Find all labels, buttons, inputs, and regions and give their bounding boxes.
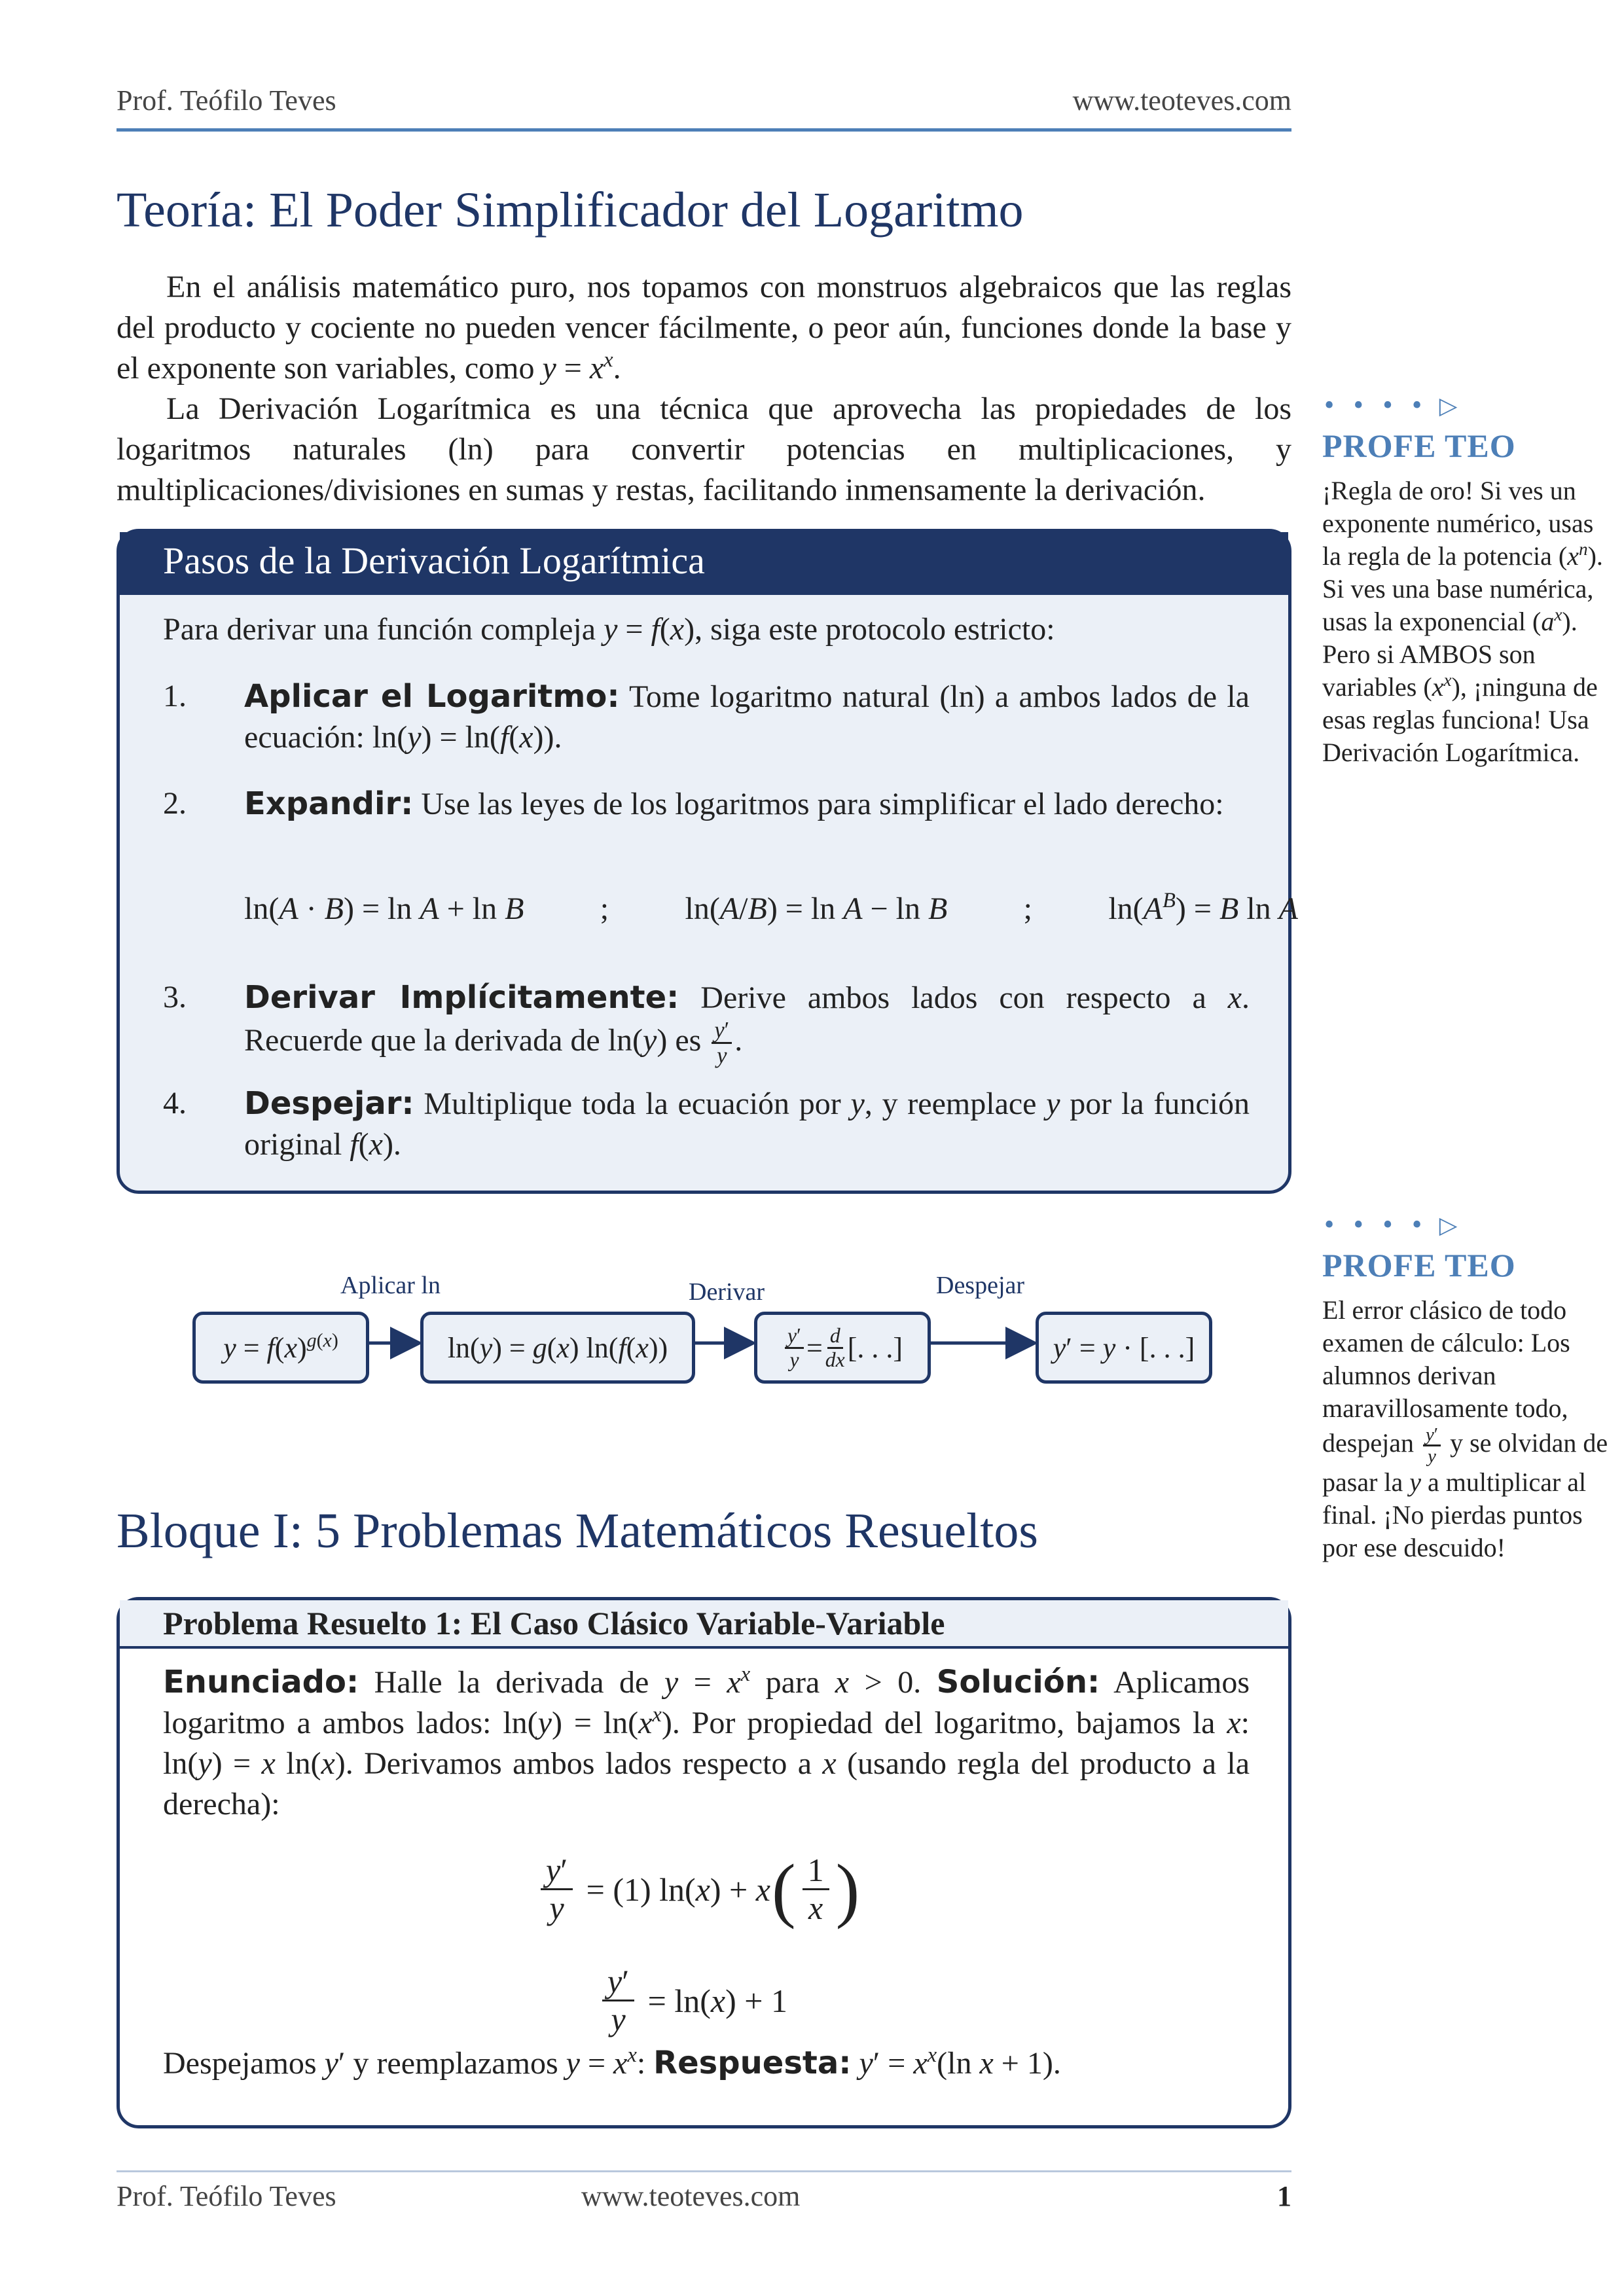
note-1-text-d: ), ¡ninguna de esas reglas funciona! Usa Derivación Logarítmica. — [1322, 672, 1598, 767]
footer-rule — [117, 2170, 1291, 2172]
note-2-body: El error clásico de todo examen de cálculo: Los alumnos derivan maravillosamente todo, despejan $\frac{y'}{y}$ y se olvidan de pasar la y a multiplicar al final. ¡No pierdas puntos por ese descuido! — [1322, 1295, 1608, 1563]
note-1-title: PROFE TEO — [1322, 427, 1516, 464]
note-1-dots: • • • • ▷ — [1322, 393, 1462, 420]
block-title: Bloque I: 5 Problemas Matemáticos Resueltos — [117, 1503, 1038, 1558]
page-number: 1 — [1277, 2180, 1291, 2212]
flow-label-3: Despejar — [936, 1272, 1025, 1299]
note-1-text-c: ). Pero si AMBOS son variables ( — [1322, 607, 1578, 702]
frac-yprime-over-y: $\frac{y'}{y}$ — [712, 1018, 732, 1068]
answer-label: Respuesta: — [653, 2045, 852, 2081]
step-4-number: 4. — [163, 1086, 187, 1121]
step-2-text: Use las leyes de los logaritmos para simplificar el lado derecho: — [413, 787, 1224, 821]
flow-node-1: $y = f(x)^{g(x)}$ — [192, 1312, 369, 1384]
step-3-text-b: . Recuerde que la derivada de ln( — [244, 980, 1250, 1058]
flow-node-2: ln(y) = g(x) ln(f(x)) — [420, 1312, 695, 1384]
law-product: ln(A · B) = ln A + ln B — [244, 891, 524, 926]
enunciado-label: Enunciado: — [163, 1664, 359, 1700]
note-2-dots: • • • • ▷ — [1322, 1212, 1462, 1239]
steps-title: Pasos de la Derivación Logarítmica — [163, 539, 705, 582]
step-3-label: Derivar Implícitamente: — [244, 979, 679, 1016]
final-text-b: y reemplazamos — [345, 2046, 566, 2081]
math-y-eq-x-pow-x: $y = x^x$. — [542, 348, 621, 386]
step-3-text-c: ) es — [657, 1022, 710, 1058]
step-4-text-a: Multiplique toda la ecuación por — [414, 1086, 851, 1121]
theory-title: Teoría: El Poder Simplificador del Logaritmo — [117, 183, 1024, 238]
note-1-text-b: ). Si ves una base numérica, usas la exponencial ( — [1322, 541, 1603, 636]
problem-statement: Enunciado: Halle la derivada de $y = x^x$ para x > 0. Solución: Aplicamos logaritmo a ambos lados: $\ln(y) = \ln(x^x)$. Por propiedad del logaritmo, bajamos la x: ln(y) = x ln(x). Derivamos ambos lados respecto a x (usando regla del producto a la derecha): — [163, 1662, 1250, 1821]
note-1-body: ¡Regla de oro! Si ves un exponente numérico, usas la regla de la potencia $(x^n)$. Si ves una base numérica, usas la exponencial $(a^x)$. Pero si AMBOS son variables $(x^x)$, ¡ninguna de esas reglas funciona! Usa Derivación Logarítmica. — [1322, 476, 1603, 767]
note-1-text-a: ¡Regla de oro! Si ves un exponente numérico, usas la regla de la potencia ( — [1322, 476, 1594, 571]
step-4-text-c: por la función original — [244, 1086, 1250, 1162]
solucion-text-a: Aplicamos logaritmo a ambos lados: — [163, 1665, 1250, 1740]
flow-node-4: y′ = y · [. . .] — [1036, 1312, 1212, 1384]
final-text-a: Despejamos — [163, 2046, 325, 2081]
flow-node-3: $\frac{y'}{y}$ = $\frac{d}{dx}$ [. . .] — [754, 1312, 931, 1384]
enunciado-text: Halle la derivada de — [359, 1665, 664, 1700]
header-website[interactable]: www.teoteves.com — [1072, 84, 1291, 117]
note-2-text-b: y se olvidan de pasar la — [1322, 1427, 1608, 1498]
step-4: 4. Despejar: Multiplique toda la ecuación por y, y reemplace y por la función original f(x). — [163, 1083, 1250, 1165]
law-separator: ; — [1023, 891, 1032, 926]
footer-website[interactable]: www.teoteves.com — [581, 2180, 801, 2212]
note-2-title: PROFE TEO — [1322, 1247, 1516, 1283]
law-power: $\ln(A^B) = B$ ln A — [1108, 889, 1298, 926]
flow-label-1: Aplicar ln — [340, 1272, 441, 1299]
header-author: Prof. Teófilo Teves — [117, 84, 336, 117]
step-2-label: Expandir: — [244, 785, 414, 822]
note-2-text-c: a multiplicar al final. ¡No pierdas puntos por ese descuido! — [1322, 1467, 1587, 1563]
step-2-number: 2. — [163, 786, 187, 821]
solucion-text-c: : — [1240, 1706, 1250, 1740]
law-separator: ; — [600, 891, 609, 926]
step-1-label: Aplicar el Logaritmo: — [244, 678, 620, 715]
step-4-text-b: , y reemplace — [864, 1086, 1047, 1121]
step-4-label: Despejar: — [244, 1085, 414, 1122]
equation-1: $\frac{y'}{y}$ = (1) ln(x) + x ( 1 x ) — [535, 1852, 861, 1926]
note-2-text-a: El error clásico de todo examen de cálculo: Los alumnos derivan maravillosamente todo, despejan — [1322, 1295, 1570, 1458]
step-3-number: 3. — [163, 980, 187, 1014]
solucion-text-e: (usando regla del producto a la derecha): — [163, 1746, 1250, 1821]
step-3-text-a: Derive ambos lados con respecto a — [679, 980, 1228, 1015]
footer-author: Prof. Teófilo Teves — [117, 2180, 336, 2212]
solucion-text-d: . Derivamos ambos lados respecto a — [345, 1746, 823, 1781]
problem-answer-line: Despejamos y′ y reemplazamos $y = x^x$: Respuesta: $y' = x^x(\ln$ x + 1). — [163, 2043, 1061, 2081]
step-1: 1. Aplicar el Logaritmo: Tome logaritmo natural (ln) a ambos lados de la ecuación: ln(y) = ln(f(x)). — [163, 676, 1250, 758]
solucion-text-b: . Por propiedad del logaritmo, bajamos la — [672, 1706, 1227, 1740]
problem-title: Problema Resuelto 1: El Caso Clásico Variable-Variable — [163, 1605, 945, 1641]
equation-2: $\frac{y'}{y}$ = ln(x) + 1 — [597, 1964, 787, 2037]
flow-label-2: Derivar — [689, 1278, 765, 1306]
law-quotient: ln(A/B) = ln A − ln B — [685, 891, 948, 926]
step-1-text: Tome logaritmo natural (ln) a ambos lados de la ecuación: — [244, 679, 1250, 755]
p1-text: En el análisis matemático puro, nos topamos con monstruos algebraicos que las reglas del producto y cociente no pueden vencer fácilmente, o peor aún, funciones donde la base y el exponente son variables, como — [117, 270, 1291, 386]
steps-intro-b: , siga este protocolo estricto: — [695, 612, 1055, 647]
steps-intro-a: Para derivar una función compleja — [163, 612, 604, 647]
step-1-number: 1. — [163, 679, 187, 713]
theory-paragraph-2: La Derivación Logarítmica es una técnica que aprovecha las propiedades de los logaritmos naturales (ln) para convertir potencias en multiplicaciones, y multiplicaciones/divisiones en sumas y restas, facilitando inmensamente la derivación. — [117, 391, 1291, 507]
step-3: 3. Derivar Implícitamente: Derive ambos lados con respecto a x. Recuerde que la derivada de ln(y) es $\frac{y'}{y}$ . — [163, 977, 1250, 1068]
solucion-label: Solución: — [936, 1664, 1100, 1700]
steps-intro: Para derivar una función compleja y = f(x), siga este protocolo estricto: — [163, 612, 1055, 647]
